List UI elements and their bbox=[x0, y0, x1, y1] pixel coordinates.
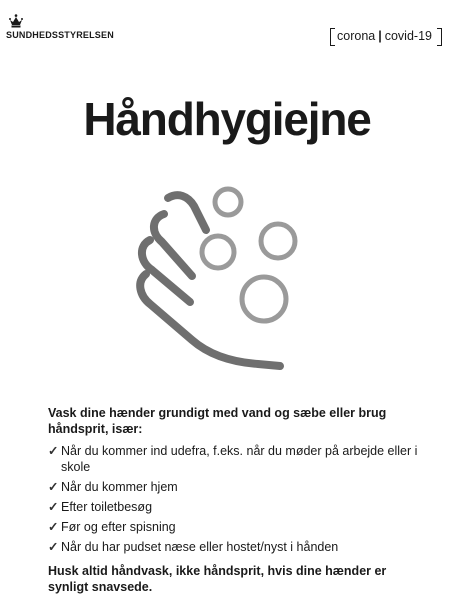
list-item bbox=[48, 539, 428, 555]
list-item-text: Når du kommer ind udefra, f.eks. når du møder på arbejde eller i skole bbox=[61, 444, 418, 474]
list-item-text: Når du kommer hjem bbox=[61, 480, 178, 494]
check-icon: ✓ bbox=[48, 444, 59, 458]
list-item-text: Når du har pudset næse eller hostet/nyst i hånden bbox=[61, 540, 339, 554]
sundhedsstyrelsen-logo bbox=[6, 14, 118, 42]
instructions bbox=[48, 405, 428, 595]
list-item-text: Efter toiletbesøg bbox=[61, 500, 153, 514]
list-item bbox=[48, 443, 428, 475]
list-item bbox=[48, 479, 428, 495]
list-item bbox=[48, 519, 428, 535]
check-icon: ✓ bbox=[48, 500, 59, 514]
page-title: Håndhygiejne bbox=[83, 93, 371, 145]
hand-washing-icon bbox=[130, 178, 330, 378]
check-icon: ✓ bbox=[48, 540, 59, 554]
corona-covid-tag bbox=[330, 28, 442, 46]
crown-icon bbox=[8, 14, 24, 28]
intro-text: Vask dine hænder grundigt med vand og sæbe eller brug håndsprit, især: bbox=[48, 406, 387, 436]
list-item-text: Før og efter spisning bbox=[61, 520, 176, 534]
tag-covid: covid-19 bbox=[384, 29, 432, 43]
checklist bbox=[48, 443, 428, 555]
check-icon: ✓ bbox=[48, 480, 59, 494]
list-item bbox=[48, 499, 428, 515]
tag-separator: | bbox=[378, 29, 382, 43]
bracket-right bbox=[437, 28, 442, 46]
tag-text bbox=[337, 29, 432, 43]
check-icon: ✓ bbox=[48, 520, 59, 534]
outro-text: Husk altid håndvask, ikke håndsprit, hvis dine hænder er synligt snavsede. bbox=[48, 564, 387, 594]
bracket-left bbox=[330, 28, 335, 46]
tag-corona: corona bbox=[337, 29, 376, 43]
organization-name: SUNDHEDSSTYRELSEN bbox=[6, 30, 114, 40]
